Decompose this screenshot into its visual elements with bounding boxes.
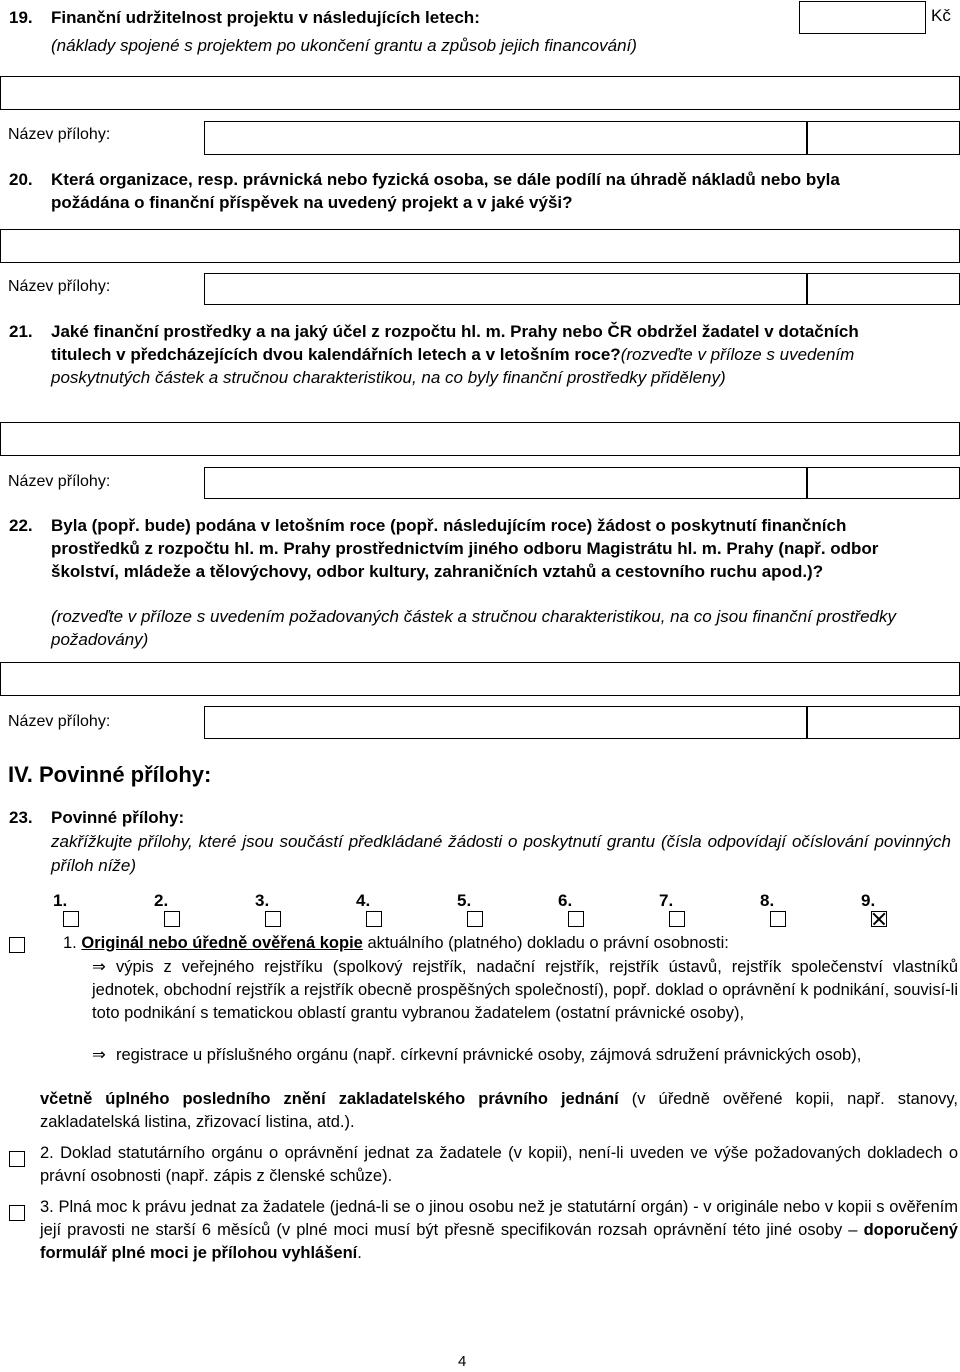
page-number: 4 [458,1353,467,1370]
attachment-1-bullet-2: ⇒ registrace u příslušného orgánu (např. církevní právnické osoby, zájmová sdružení právnických osob), [92,1044,958,1067]
attachment-1-text: 1. Originál nebo úředně ověřená kopie aktuálního (platného) dokladu o právní osobnosti: [63,934,729,952]
q23-title: Povinné přílohy: [51,808,185,827]
checkbox-item: 4. [356,891,382,931]
attachment-3-checkbox[interactable] [9,1205,25,1221]
q21-attachment-label: Název přílohy: [8,473,111,490]
checkbox-9-checked[interactable] [871,911,887,927]
q19-attachment-name-input[interactable] [204,121,807,155]
attachment-1-title: Originál nebo úředně ověřená kopie [81,934,363,952]
checkbox-item: 6. [558,891,584,931]
checkbox-6[interactable] [568,911,584,927]
arrow-icon: ⇒ [92,1046,106,1064]
attachment-3-bold: doporučený formulář plné moci je přílohou vyhlášení [40,1221,958,1262]
checkbox-item: 5. [457,891,483,931]
attachment-3-text: 3. Plná moc k právu jednat za žadatele (jedná-li se o jinou osobu než je statutární orgán) - v originále nebo v kopii s ověřením její pravosti ne starší 6 měsíců (v plné moci musí být přesně specifikován rozsah oprávnění této jiné osoby – doporučený formulář plné moci je přílohou vyhlášení. [40,1198,958,1262]
q19-number: 19. [9,8,33,27]
checkbox-item: 1. [53,891,79,931]
q22-attachment-label: Název přílohy: [8,713,111,730]
checkbox-item: 7. [659,891,685,931]
q22-text-field[interactable] [0,662,960,696]
checkbox-item: 3. [255,891,281,931]
q19-subtitle: (náklady spojené s projektem po ukončení grantu a způsob jejich financování) [51,36,637,55]
q22-subtitle: (rozveďte v příloze s uvedením požadovaných částek a stručnou charakteristikou, na co jsou finanční prostředky požadovány) [51,607,896,649]
attachment-1-footer: včetně úplného posledního znění zakladatelského právního jednání (v úředně ověřené kopii, např. stanovy, zakladatelská listina, zřizovací listina, atd.). [40,1090,958,1131]
checkbox-1[interactable] [63,911,79,927]
attachment-1-bullet-1: ⇒ výpis z veřejného rejstříku (spolkový rejstřík, nadační rejstřík, rejstřík ústavů, rejstřík společenství vlastníků jednotek, obchodní rejstřík a rejstřík obecně prospěšných společností), popř. doklad o oprávnění k podnikání, souvisí-li toto podnikání s tematickou oblastí grantu vybranou žadatelem (ostatní právnické osoby), [92,958,958,1022]
checkbox-item: 2. [154,891,180,931]
checkbox-8[interactable] [770,911,786,927]
q23-subtitle: zakřížkujte přílohy, které jsou součástí předkládané žádosti o poskytnutí grantu (čísla odpovídají očíslování povinných příloh níže) [51,832,951,875]
q23-number: 23. [9,808,33,827]
q20-attachment-extra-input[interactable] [807,273,960,305]
attachment-2-text: 2. Doklad statutárního orgánu o oprávnění jednat za žadatele (v kopii), není-li uveden ve výše požadovaných dokladech o právní osobnosti (např. zápis z členské schůze). [40,1144,958,1185]
checkbox-5[interactable] [467,911,483,927]
checkbox-item: 8. [760,891,786,931]
q22-attachment-name-input[interactable] [204,706,807,739]
q20-attachment-name-input[interactable] [204,273,807,305]
attachment-2-checkbox[interactable] [9,1151,25,1167]
q22-attachment-extra-input[interactable] [807,706,960,739]
q22-number: 22. [9,516,33,535]
checkbox-7[interactable] [669,911,685,927]
q19-title: Finanční udržitelnost projektu v následujících letech: [51,8,480,27]
q21-text-field[interactable] [0,422,960,456]
checkbox-2[interactable] [164,911,180,927]
checkbox-3[interactable] [265,911,281,927]
q20-text-field[interactable] [0,229,960,263]
arrow-icon: ⇒ [92,958,106,976]
attachment-1-bold: včetně úplného posledního znění zakladatelského právního jednání [40,1090,619,1108]
q21-attachment-extra-input[interactable] [807,467,960,499]
q21-title: Jaké finanční prostředky a na jaký účel z rozpočtu hl. m. Prahy nebo ČR obdržel žadatel v dotačních titulech v předcházejících dvou kalendářních letech a v letošním roce? [51,322,859,364]
section-iv-heading: IV. Povinné přílohy: [8,762,212,787]
checkbox-4[interactable] [366,911,382,927]
q19-amount-input[interactable] [799,1,926,34]
q19-attachment-extra-input[interactable] [807,121,960,155]
q22-title: Byla (popř. bude) podána v letošním roce (popř. následujícím roce) žádost o poskytnutí finančních prostředků z rozpočtu hl. m. Prahy prostřednictvím jiného odboru Magistrátu hl. m. Prahy (např. odbor školství, mládeže a tělovýchovy, odbor kultury, zahraničních vztahů a cestovního ruchu apod.)? [51,516,879,581]
q20-attachment-label: Název přílohy: [8,278,111,295]
q21-attachment-name-input[interactable] [204,467,807,499]
q19-text-field[interactable] [0,76,960,110]
currency-label: Kč [931,6,951,25]
checkbox-item: 9. [861,891,887,931]
attachment-1-checkbox[interactable] [9,937,25,953]
q21-number: 21. [9,322,33,341]
q20-title: Která organizace, resp. právnická nebo fyzická osoba, se dále podílí na úhradě nákladů nebo byla požádána o finanční příspěvek na uvedený projekt a v jaké výši? [51,170,840,212]
q21-subtitle: (rozveďte v příloze s uvedením poskytnutých částek a stručnou charakteristikou, na co byly finanční prostředky přiděleny) [51,345,855,387]
q20-number: 20. [9,170,33,189]
q19-attachment-label: Název přílohy: [8,126,111,143]
